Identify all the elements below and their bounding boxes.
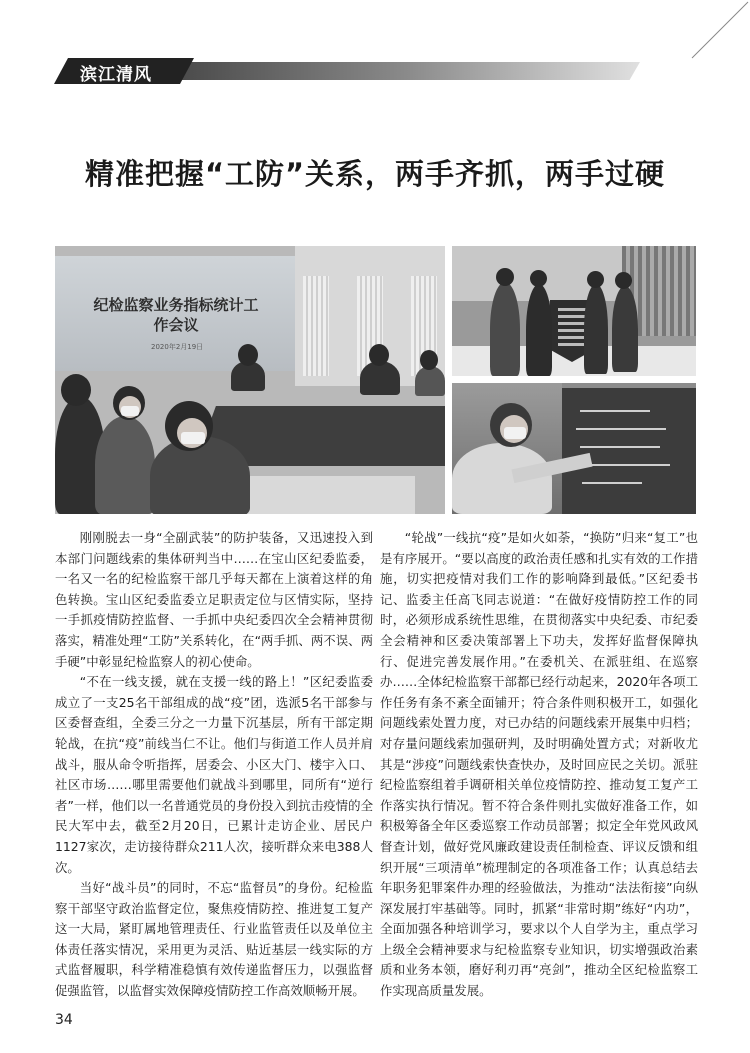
article-column-right	[380, 528, 698, 1002]
paragraph: 刚刚脱去一身“全副武装”的防护装备，又迅速投入到本部门问题线索的集体研判当中……在宝山区纪委监委，一名又一名的纪检监察干部几乎每天都在上演着这样的角色转换。宝山区纪委监委立足职责定位与区情实际，坚持一手抓疫情防控监督、一手抓中央纪委四次全会精神贯彻落实，精准处理“工防”关系转化，在“两手抓、两不误、两手硬”中彰显纪检监察人的初心使命。	[55, 530, 373, 669]
writer	[452, 443, 552, 514]
meeting-photo	[55, 246, 445, 514]
screen-title: 纪检监察业务指标统计工作会议	[93, 296, 259, 334]
outdoor-group-photo	[452, 246, 696, 376]
page-number: 34	[55, 1012, 73, 1028]
banner-gradient-bar	[120, 62, 640, 80]
projection-screen	[55, 256, 295, 371]
person	[584, 284, 608, 374]
section-banner	[40, 58, 640, 84]
paragraph: “不在一线支援，就在支援一线的路上！”区纪委监委成立了一支25名干部组成的战“疫”团，选派5名干部参与区委督查组，全委三分之一力量下沉基层，所有干部定期轮战，在抗“疫”前线当仁不让。他们与街道工作人员并肩战斗，服从命令听指挥，居委会、小区大门、楼宇入口、社区市场……哪里需要他们就战斗到哪里，同所有“逆行者”一样，他们以一名普通党员的身份投入到抗击疫情的全民大军中去，截至2月20日，已累计走访企业、居民户1127家次，走访接待群众211人次，接听群众来电388人次。	[55, 674, 373, 875]
section-title: 滨江清风	[80, 65, 152, 85]
person	[526, 284, 552, 376]
chalkboard	[562, 388, 696, 514]
attendee	[415, 366, 445, 396]
paragraph: 当好“战斗员”的同时，不忘“监督员”的身份。纪检监察干部坚守政治监督定位，聚焦疫情防控、推进复工复产这一大局，紧盯属地管理责任、行业监管责任以及单位主体责任落实情况，采用更为灵活、贴近基层一线实际的方式监督履职，科学精准稳慎有效传递监督压力，以强监督促强监管，以监督实效保障疫情防控工作高效顺畅开展。	[55, 880, 373, 999]
corner-decoration	[690, 0, 750, 60]
person	[490, 282, 520, 376]
chalkboard-photo	[452, 383, 696, 514]
article-column-left	[55, 528, 373, 1002]
honor-banner-text	[558, 308, 586, 346]
attendee	[360, 361, 400, 395]
article-headline: 精准把握“工防”关系，两手齐抓，两手过硬	[84, 157, 666, 191]
screen-date: 2020年2月19日	[151, 343, 204, 351]
attendee	[95, 416, 155, 514]
person	[612, 286, 638, 372]
paragraph: “轮战”一线抗“疫”是如火如荼，“换防”归来“复工”也是有序展开。“要以高度的政治责任感和扎实有效的工作措施，切实把疫情对我们工作的影响降到最低。”区纪委书记、监委主任高飞同志说道：“在做好疫情防控工作的同时，必须形成系统性思维，在贯彻落实中央纪委、市纪委全会精神和区委决策部署上下功夫，发挥好监督保障执行、促进完善发展作用。”在委机关、在派驻组、在巡察办……全体纪检监察干部都已经行动起来，2020年各项工作任务有条不紊全面铺开；符合条件则积极开工，如强化问题线索处置力度，对已办结的问题线索开展集中归档；对存量问题线索加强研判，及时明确处置方式；对新收尤其是“涉疫”问题线索快查快办，及时回应民之关切。派驻纪检监察组着手调研相关单位疫情防控、推动复工复产工作落实执行情况。暂不符合条件则扎实做好准备工作，如积极筹备全年区委巡察工作动员部署；拟定全年党风政风督查计划，做好党风廉政建设责任制检查、评议反馈和组织开展“三项清单”梳理制定的各项准备工作；认真总结去年职务犯罪案件办理的经验做法，为推动“法法衔接”向纵深发展打牢基础等。同时，抓紧“非常时期”练好“内功”，全面加强各种培训学习，要求以个人自学为主，重点学习上级全会精神要求与纪检监察专业知识，切实增强政治素质和业务本领，磨好利刃再“亮剑”，推动全区纪检监察工作实现高质量发展。	[380, 530, 698, 999]
